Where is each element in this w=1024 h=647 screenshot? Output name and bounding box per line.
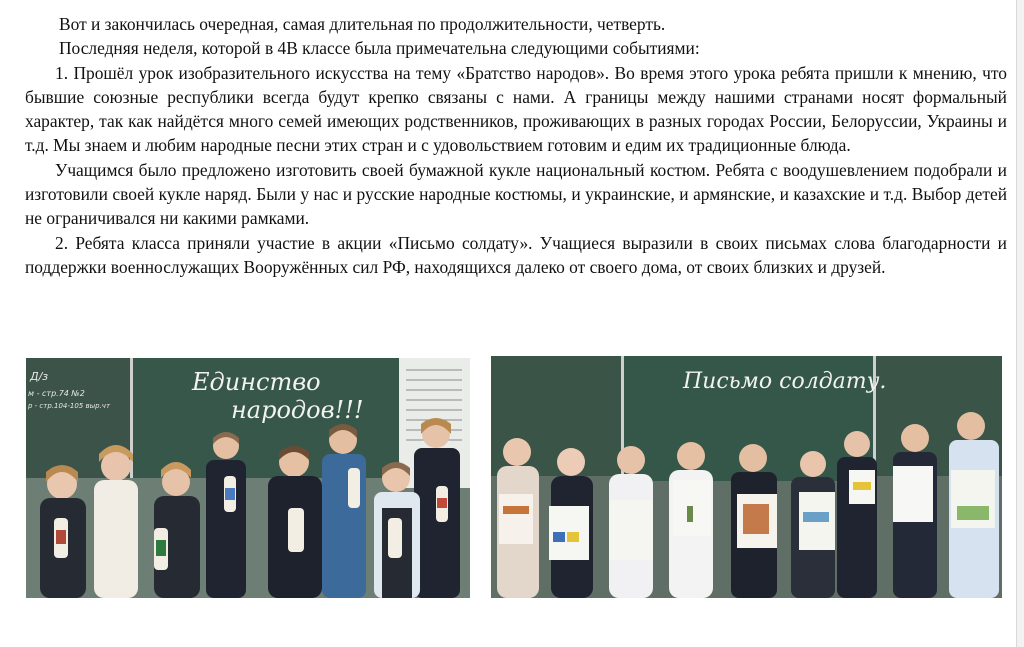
- paragraph-week: Последняя неделя, которой в 4В классе была примечательна следующими событиями:: [59, 38, 700, 59]
- board-title-line2: народов!!!: [231, 396, 364, 424]
- photo-letter-to-soldier: [491, 356, 1002, 598]
- photo-unity-illustration: [26, 358, 470, 598]
- document-text: [25, 12, 1007, 279]
- paragraph-costume: Учащимся было предложено изготовить своей бумажной кукле национальный костюм. Ребята с воодушевлением подобрали и изготовили своей кукле наряд. Были у нас и русские народные костюмы, и украинские, и армянские, и казахские и т.д. Выбор детей не ограничивался ни какими рамками.: [25, 159, 1007, 229]
- paragraph-letter: 2. Ребята класса приняли участие в акции «Письмо солдату». Учащиеся выразили в своих письмах слова благодарности и поддержки военнослужащих Вооружённых сил РФ, находящихся далеко от своего дома, от своих близких и друзей.: [25, 232, 1007, 277]
- paragraph-intro: Вот и закончилась очередная, самая длительная по продолжительности, четверть.: [59, 14, 666, 34]
- page-edge: [1016, 0, 1024, 647]
- photo-unity-of-peoples: [26, 358, 470, 598]
- board-title: Письмо солдату.: [683, 369, 887, 394]
- photo-letter-illustration: [491, 356, 1002, 598]
- board-side-text-3: р - стр.104-105 выр.чт: [28, 402, 111, 410]
- paragraph-art-lesson: 1. Прошёл урок изобразительного искусства на тему «Братство народов». Во время этого урока ребята пришли к мнению, что бывшие союзные республики всегда будут крепко связаны с нами. А границы между нашими странами носят формальный характер, так как найдётся много семей имеющих родственников, проживающих в разных городах России, Белоруссии, Украины и т.д. Мы знаем и любим народные песни этих стран и с удовольствием готовим и едим их традиционные блюда.: [25, 62, 1007, 156]
- board-side-text-1: Д/з: [30, 370, 49, 383]
- board-side-text-2: м - стр.74 №2: [28, 389, 85, 398]
- board-title-line1: Единство: [192, 368, 321, 396]
